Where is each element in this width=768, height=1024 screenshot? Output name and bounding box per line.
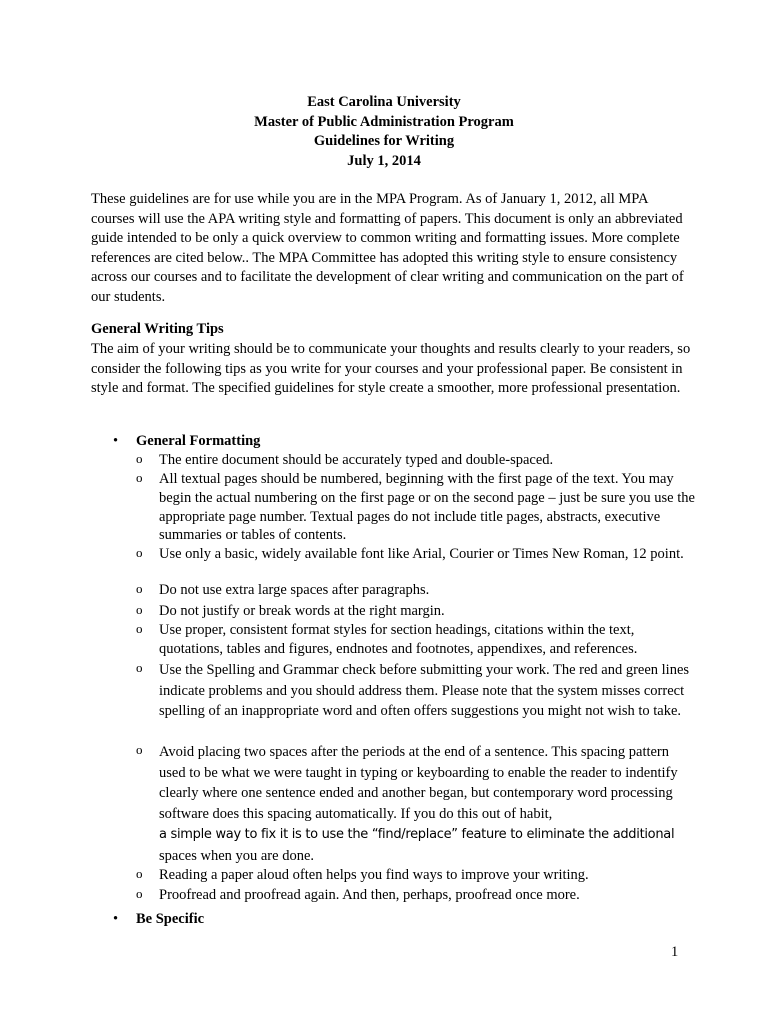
list-item-text: The entire document should be accurately typed and double-spaced. <box>159 452 554 468</box>
page-number: 1 <box>671 944 679 960</box>
sub-bullet-symbol: o <box>136 660 143 675</box>
sub-bullet-symbol: o <box>136 581 143 596</box>
bullet-label: General Formatting <box>136 433 261 449</box>
bullet-label: Be Specific <box>136 911 205 927</box>
general-tips-paragraph: The aim of your writing should be to communicate your thoughts and results clearly to your readers, so consider the following tips as you write for your courses and your professional paper. Be consistent in style and format. The specified guidelines for style create a smoother, more professional presentation. <box>91 341 691 396</box>
university-name: East Carolina University <box>307 94 461 110</box>
list-item-text: All textual pages should be numbered, beginning with the first page of the text. You may begin the actual numbering on the first page or on the second page – just be sure you use the appropriate page number. Textual pages do not include title pages, abstracts, executive summaries or tables of contents. <box>159 471 695 544</box>
bullet-symbol: • <box>113 433 119 449</box>
list-item-text: Proofread and proofread again. And then, perhaps, proofread once more. <box>159 887 580 903</box>
list-item-text: Do not justify or break words at the right margin. <box>159 603 445 619</box>
sub-bullet-symbol: o <box>136 742 143 757</box>
list-item-text: Use the Spelling and Grammar check before submitting your work. The red and green lines indicate problems and you should address them. Please note that the system misses correct spelling of an inappropriate word and often offers suggestions you might not wish to take. <box>159 662 690 719</box>
sub-bullet-symbol: o <box>136 602 143 617</box>
sub-bullet-symbol: o <box>136 545 143 560</box>
list-item-text: spaces when you are done. <box>159 848 315 864</box>
document-header <box>0 93 768 171</box>
sub-bullet-symbol: o <box>136 886 143 901</box>
section-heading-general-writing-tips: General Writing Tips <box>91 321 224 337</box>
list-item-text: Reading a paper aloud often helps you find ways to improve your writing. <box>159 867 589 883</box>
list-item-text: Use proper, consistent format styles for section headings, citations within the text, quotations, tables and figures, endnotes and footnotes, appendixes, and references. <box>159 622 638 657</box>
sub-bullet-symbol: o <box>136 866 143 881</box>
document-date: July 1, 2014 <box>347 152 421 169</box>
document-title: Guidelines for Writing <box>313 133 455 149</box>
sub-bullet-symbol: o <box>136 451 143 466</box>
list-item-text: Avoid placing two spaces after the periods at the end of a sentence. This spacing pattern used to be what we were taught in typing or keyboarding to enable the reader to indentify clearly where one sentence ended and another began, but contemporary word processing software does this spacing automatically. If you do this out of habit, <box>159 744 678 822</box>
sub-bullet-symbol: o <box>136 621 143 636</box>
list-item-text: Do not use extra large spaces after paragraphs. <box>159 582 430 598</box>
list-item-text: a simple way to fix it is to use the “find/replace” feature to eliminate the additional <box>159 827 675 842</box>
bullet-general-formatting <box>113 432 260 452</box>
program-name: Master of Public Administration Program <box>254 113 514 130</box>
bullet-symbol: • <box>113 911 119 927</box>
list-item-text: Use only a basic, widely available font like Arial, Courier or Times New Roman, 12 point. <box>159 546 684 562</box>
intro-paragraph: These guidelines are for use while you are in the MPA Program. As of January 1, 2012, all MPA courses will use the APA writing style and formatting of papers. This document is only an abbreviated guide intended to be only a quick overview to common writing and formatting issues. More complete references are cited below.. The MPA Committee has adopted this writing style to ensure consistency across our courses and to facilitate the development of clear writing and communication on the part of our students. <box>91 191 684 305</box>
bullet-be-specific <box>113 910 204 930</box>
sub-bullet-symbol: o <box>136 470 143 485</box>
